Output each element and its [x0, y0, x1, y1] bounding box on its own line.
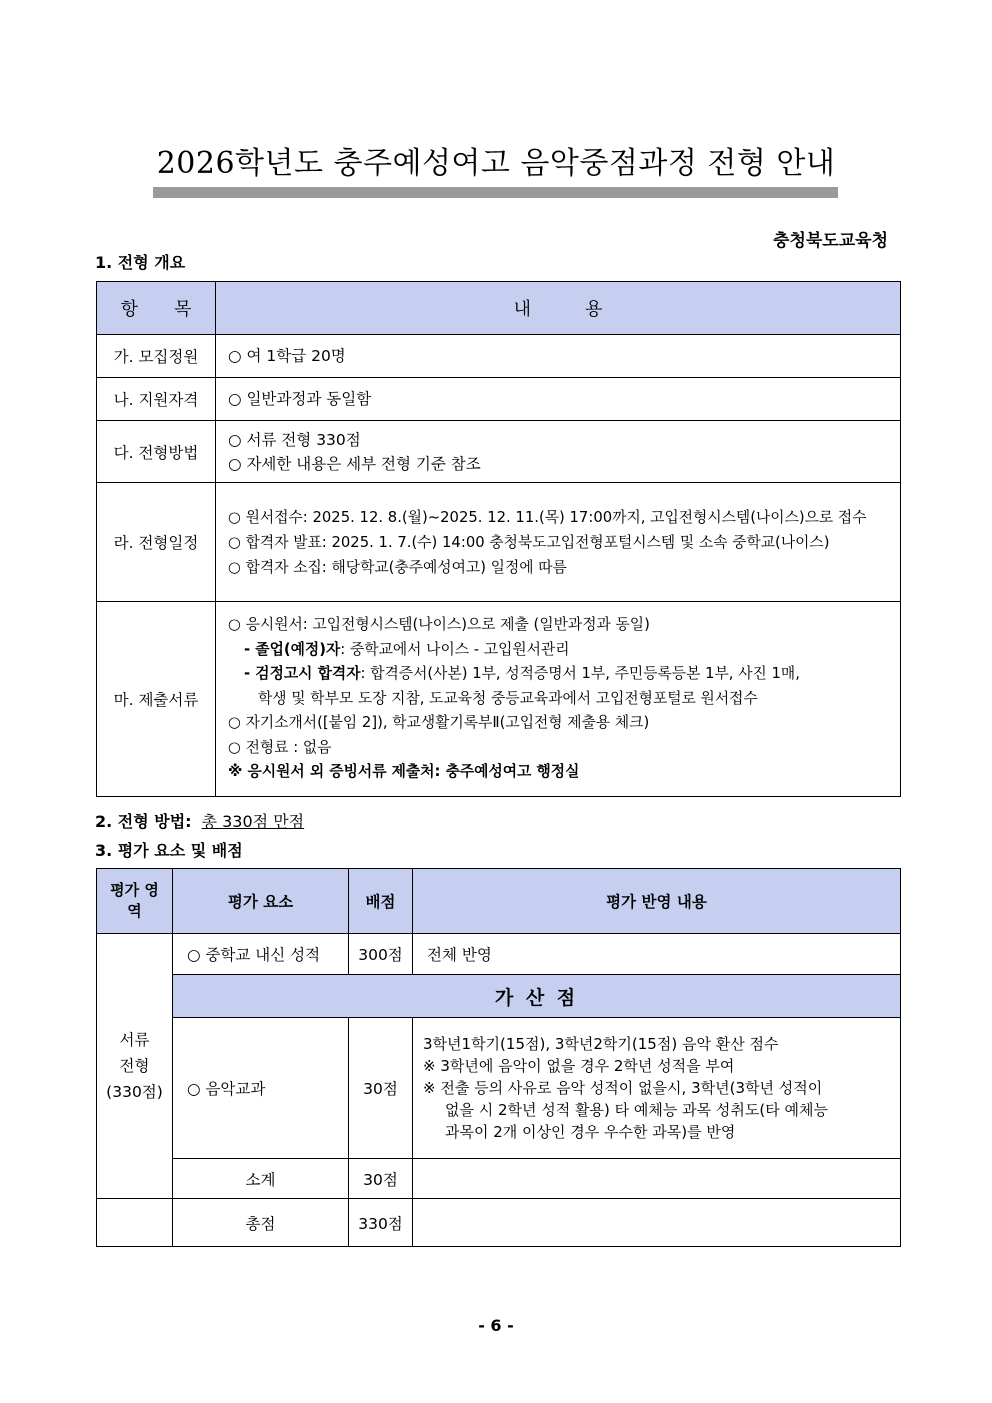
element-music: ○ 음악교과 [173, 1018, 349, 1159]
header-content: 평가 반영 내용 [413, 869, 901, 934]
header-element: 평가 요소 [173, 869, 349, 934]
subtotal-content [413, 1159, 901, 1199]
row-item: 다. 전형방법 [97, 421, 216, 483]
section1-heading: 1. 전형 개요 [95, 253, 186, 272]
element-school-grade: ○ 중학교 내신 성적 [173, 934, 349, 975]
row-content: ○ 응시원서: 고입전형시스템(나이스)으로 제출 (일반과정과 동일) - 졸업(예정)자: 중학교에서 나이스 - 고입원서관리 - 검정고시 합격자: 합격증서(사본) 1부, 성적증명서 1부, 주민등록등본 1부, 사진 1매, 학생 및 학부모 도장 지참, 도교육청 중등교육과에서 고입전형포털로 원서접수 ○ 자기소개서([붙임 2]), 학교생활기록부Ⅱ(고입전형 제출용 체크) ○ 전형료 : 없음 ※ 응시원서 외 증빙서류 제출처: 충주예성여고 행정실 [216, 602, 901, 797]
col-item-header: 항 목 [97, 282, 216, 335]
title-underline-bar [153, 187, 838, 198]
total-label: 총점 [173, 1199, 349, 1247]
overview-table [96, 281, 901, 797]
row-item: 나. 지원자격 [97, 378, 216, 421]
page-number: - 6 - [478, 1316, 514, 1335]
content-school-grade: 전체 반영 [413, 934, 901, 975]
document-title: 2026학년도 충주예성여고 음악중점과정 전형 안내 [156, 146, 836, 181]
content-music: 3학년1학기(15점), 3학년2학기(15점) 음악 환산 점수 ※ 3학년에 음악이 없을 경우 2학년 성적을 부여 ※ 전출 등의 사유로 음악 성적이 없을시, 3학년(3학년 성적이 없을 시 2학년 성적 활용) 타 예체능 과목 성취도(타 예체능 과목이 2개 이상인 경우 우수한 과목)를 반영 [413, 1018, 901, 1159]
section2-heading: 2. 전형 방법: 총 330점 만점 [95, 812, 305, 831]
subtotal-label: 소계 [173, 1159, 349, 1199]
header-area: 평가 영역 [97, 869, 173, 934]
subtotal-score: 30점 [349, 1159, 413, 1199]
issuer: 충청북도교육청 [773, 231, 888, 251]
score-music: 30점 [349, 1018, 413, 1159]
row-item: 라. 전형일정 [97, 483, 216, 602]
score-school-grade: 300점 [349, 934, 413, 975]
bonus-points-header: 가 산 점 [173, 975, 901, 1018]
evaluation-table [96, 868, 901, 1247]
header-score: 배점 [349, 869, 413, 934]
total-score: 330점 [349, 1199, 413, 1247]
row-content: ○ 원서접수: 2025. 12. 8.(월)~2025. 12. 11.(목) 17:00까지, 고입전형시스템(나이스)으로 접수 ○ 합격자 발표: 2025. 1. 7.(수) 14:00 충청북도고입전형포털시스템 및 소속 중학교(나이스) ○ 합격자 소집: 해당학교(충주예성여고) 일정에 따름 [216, 483, 901, 602]
total-content [413, 1199, 901, 1247]
row-item: 마. 제출서류 [97, 602, 216, 797]
row-item: 가. 모집정원 [97, 335, 216, 378]
area-cell: 서류 전형 (330점) [97, 934, 173, 1199]
col-content-header: 내 용 [216, 282, 901, 335]
total-area [97, 1199, 173, 1247]
section3-heading: 3. 평가 요소 및 배점 [95, 841, 243, 860]
row-content: ○ 일반과정과 동일함 [216, 378, 901, 421]
total-score-note: 총 330점 만점 [201, 812, 305, 831]
row-content: ○ 서류 전형 330점 ○ 자세한 내용은 세부 전형 기준 참조 [216, 421, 901, 483]
row-content: ○ 여 1학급 20명 [216, 335, 901, 378]
